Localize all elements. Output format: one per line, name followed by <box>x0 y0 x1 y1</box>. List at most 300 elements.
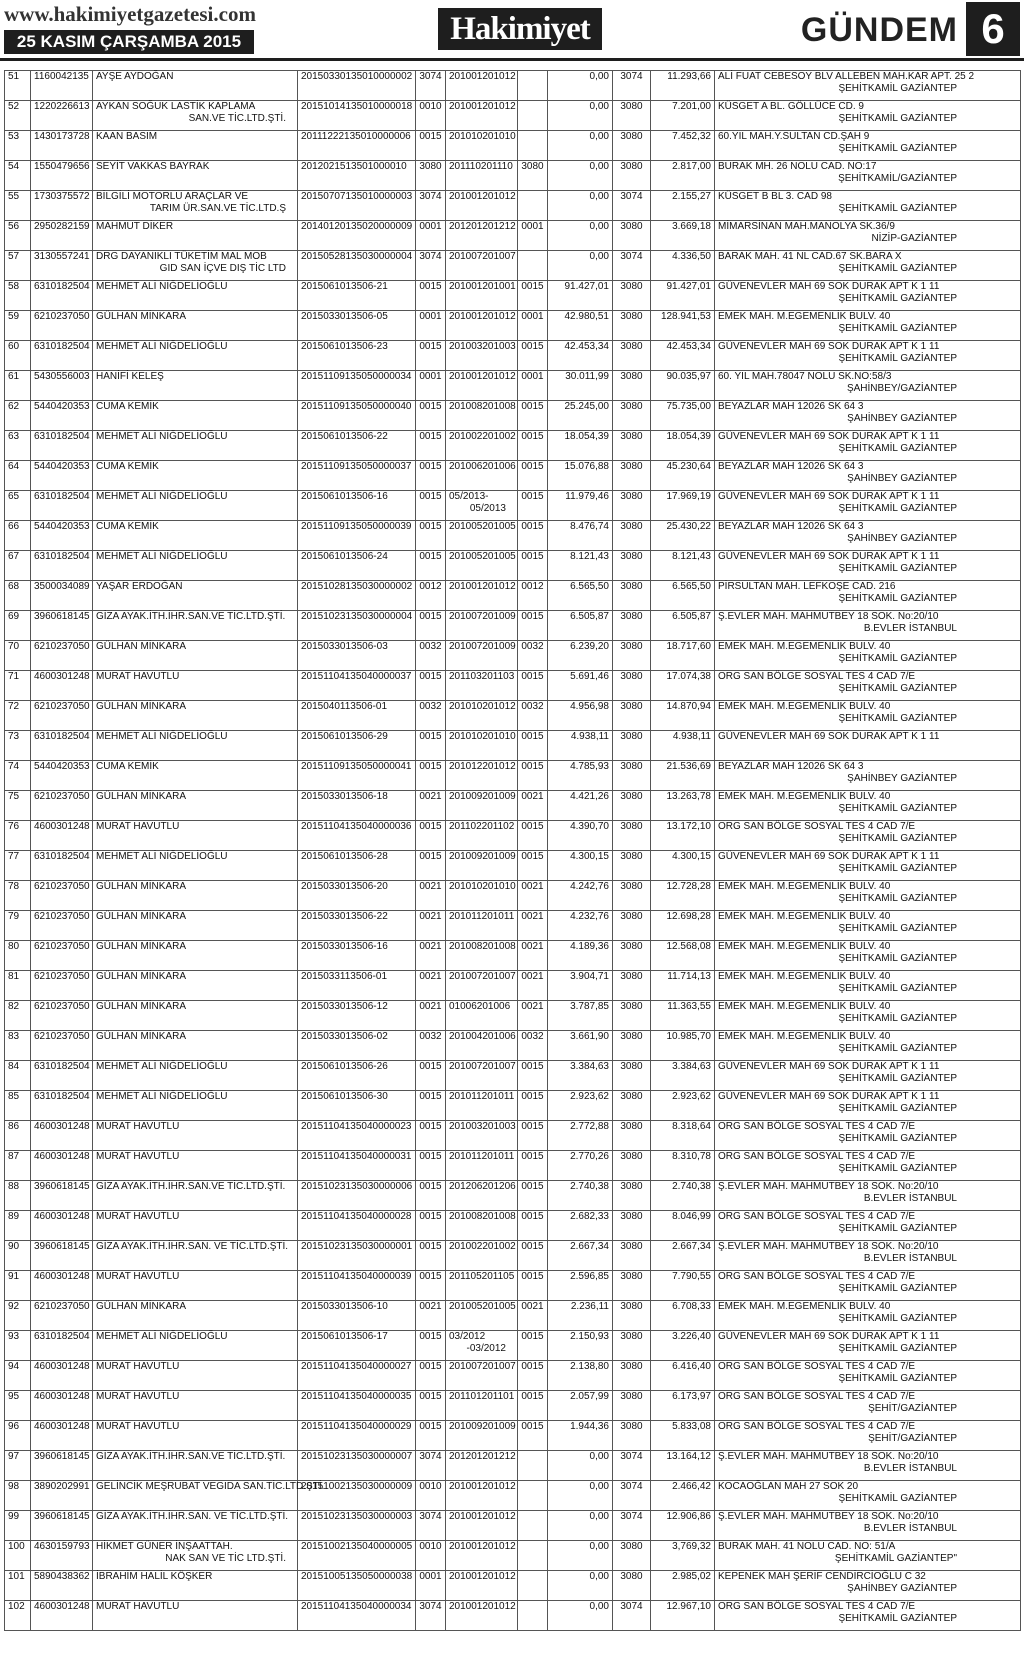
cell-tax-code-2 <box>518 131 548 161</box>
tax-code-2-text: 0015 <box>521 1241 544 1252</box>
tax-code-text: 0001 <box>419 1571 442 1582</box>
cell-address <box>715 791 1021 821</box>
address-text: 60.YIL MAH.Y.SULTAN CD.ŞAH 9 <box>718 131 870 142</box>
cell-total-amount <box>651 1031 715 1061</box>
tax-code-3-text: 3080 <box>620 431 643 442</box>
principal-amount-text: 11.979,46 <box>565 491 609 502</box>
taxpayer-name-text: MAHMUT DİKER <box>96 221 174 232</box>
cell-tax-code-2 <box>518 881 548 911</box>
tax-period-text: 01006201006 <box>449 1001 511 1012</box>
cell-tax-code <box>416 1091 446 1121</box>
total-amount-text: 2.667,34 <box>672 1241 711 1252</box>
taxpayer-name-text: MURAT HAVUTLU <box>96 1121 180 1132</box>
cell-principal-amount <box>548 341 613 371</box>
cell-tax-code-3 <box>613 491 651 521</box>
address-text: EMEK MAH. M.EGEMENLİK BULV. 40 <box>718 911 891 922</box>
cell-principal-amount <box>548 371 613 401</box>
table-row <box>5 821 1021 851</box>
tax-id-text: 6310182504 <box>34 1061 90 1072</box>
taxpayer-name-text: HANİFİ KELEŞ <box>96 371 164 382</box>
taxpayer-name-text: MURAT HAVUTLU <box>96 1151 180 1162</box>
tax-code-text: 0015 <box>419 611 442 622</box>
cell-tax-period <box>446 1211 518 1241</box>
document-number-text: 2015061013506-30 <box>301 1091 388 1102</box>
total-amount-text: 18.717,60 <box>666 641 711 652</box>
cell-tax-period <box>446 1541 518 1571</box>
total-amount-text: 6.565,50 <box>672 581 711 592</box>
cell-tax-code-3 <box>613 1271 651 1301</box>
tax-code-3-text: 3080 <box>620 971 643 982</box>
cell-tax-code <box>416 821 446 851</box>
cell-taxpayer-name <box>93 1301 298 1331</box>
cell-tax-id <box>31 1031 93 1061</box>
cell-tax-id <box>31 71 93 101</box>
cell-tax-id <box>31 1061 93 1091</box>
tax-period-text: 201007201007 <box>449 1061 516 1072</box>
table-row <box>5 1001 1021 1031</box>
cell-address <box>715 191 1021 221</box>
cell-tax-period <box>446 1451 518 1481</box>
tax-code-2-text: 0015 <box>521 281 544 292</box>
cell-taxpayer-name <box>93 821 298 851</box>
tax-code-3-text: 3074 <box>620 71 643 82</box>
tax-period-line2: 05/2013 <box>469 503 506 514</box>
row-number-text: 52 <box>8 101 20 112</box>
tax-code-text: 0015 <box>419 551 442 562</box>
cell-tax-code-2 <box>518 431 548 461</box>
cell-document-number <box>298 1421 416 1451</box>
total-amount-text: 2.985,02 <box>672 1571 711 1582</box>
tax-code-2-text: 0015 <box>521 1151 544 1162</box>
cell-tax-code-2 <box>518 911 548 941</box>
cell-tax-code-2 <box>518 101 548 131</box>
principal-amount-text: 2.770,26 <box>570 1151 609 1162</box>
cell-total-amount <box>651 371 715 401</box>
address-line2: ŞEHİT/GAZİANTEP <box>868 1403 957 1414</box>
cell-total-amount <box>651 1511 715 1541</box>
cell-row-number <box>5 311 31 341</box>
address-line2: ŞEHİTKAMİL GAZİANTEP <box>838 983 957 994</box>
row-number-text: 73 <box>8 731 20 742</box>
address-text: GÜVENEVLER MAH 69 SOK DURAK APT K 1 11 <box>718 341 940 352</box>
cell-document-number <box>298 71 416 101</box>
cell-total-amount <box>651 401 715 431</box>
cell-row-number <box>5 71 31 101</box>
tax-period-text: 201007201009 <box>449 641 516 652</box>
document-number-text: 2015061013506-23 <box>301 341 388 352</box>
row-number-text: 96 <box>8 1421 20 1432</box>
tax-code-text: 0010 <box>419 1541 442 1552</box>
tax-code-2-text: 0015 <box>521 851 544 862</box>
address-line2: ŞEHİTKAMİL GAZİANTEP <box>838 143 957 154</box>
cell-taxpayer-name <box>93 1601 298 1631</box>
total-amount-text: 2.923,62 <box>672 1091 711 1102</box>
cell-taxpayer-name <box>93 1421 298 1451</box>
cell-row-number <box>5 1571 31 1601</box>
row-number-text: 56 <box>8 221 20 232</box>
table-row <box>5 1061 1021 1091</box>
cell-tax-id <box>31 161 93 191</box>
cell-tax-period <box>446 551 518 581</box>
table-row <box>5 1451 1021 1481</box>
cell-taxpayer-name <box>93 941 298 971</box>
cell-tax-code-2 <box>518 1601 548 1631</box>
cell-document-number <box>298 491 416 521</box>
address-text: GÜVENEVLER MAH 69 SOK DURAK APT K 1 11 <box>718 431 940 442</box>
address-text: MİMARSİNAN MAH.MANOLYA SK.36/9 <box>718 221 895 232</box>
tax-code-2-text: 0001 <box>521 371 544 382</box>
tax-period-text: 201008201008 <box>449 941 516 952</box>
cell-row-number <box>5 1091 31 1121</box>
cell-document-number <box>298 221 416 251</box>
cell-address <box>715 1361 1021 1391</box>
cell-total-amount <box>651 1001 715 1031</box>
cell-tax-period <box>446 1061 518 1091</box>
tax-code-2-text: 0001 <box>521 221 544 232</box>
tax-code-text: 0015 <box>419 461 442 472</box>
cell-tax-period <box>446 1481 518 1511</box>
tax-period-text: 201206201206 <box>449 1181 516 1192</box>
address-line2: ŞEHİTKAMİL GAZİANTEP <box>838 803 957 814</box>
cell-tax-code-3 <box>613 1601 651 1631</box>
tax-code-text: 0015 <box>419 731 442 742</box>
tax-code-3-text: 3080 <box>620 521 643 532</box>
total-amount-text: 7.790,55 <box>672 1271 711 1282</box>
address-line2: ŞEHİTKAMİL GAZİANTEP <box>838 443 957 454</box>
row-number-text: 64 <box>8 461 20 472</box>
cell-tax-code-3 <box>613 1181 651 1211</box>
tax-id-text: 6210237050 <box>34 791 90 802</box>
cell-tax-code-3 <box>613 671 651 701</box>
tax-code-text: 0021 <box>419 1001 442 1012</box>
tax-period-text: 201011201011 <box>449 1151 515 1162</box>
cell-tax-code-3 <box>613 911 651 941</box>
cell-tax-code-3 <box>613 1391 651 1421</box>
principal-amount-text: 2.740,38 <box>570 1181 609 1192</box>
cell-document-number <box>298 161 416 191</box>
total-amount-text: 11.714,13 <box>667 971 711 982</box>
tax-code-3-text: 3080 <box>620 281 643 292</box>
total-amount-text: 4.938,11 <box>672 731 711 742</box>
address-line2: ŞAHİNBEY GAZİANTEP <box>847 533 957 544</box>
principal-amount-text: 6.565,50 <box>570 581 609 592</box>
tax-code-3-text: 3080 <box>620 1151 643 1162</box>
cell-tax-period <box>446 821 518 851</box>
tax-id-text: 6210237050 <box>34 1301 90 1312</box>
document-number-text: 2015040113506-01 <box>301 701 388 712</box>
cell-tax-code-3 <box>613 731 651 761</box>
tax-code-text: 0015 <box>419 491 442 502</box>
total-amount-text: 5.833,08 <box>672 1421 711 1432</box>
cell-address <box>715 941 1021 971</box>
tax-code-3-text: 3080 <box>620 311 643 322</box>
cell-principal-amount <box>548 1421 613 1451</box>
cell-tax-period <box>446 761 518 791</box>
tax-code-text: 0010 <box>419 101 442 112</box>
address-text: GÜVENEVLER MAH 69 SOK DURAK APT K 1 11 <box>718 731 940 742</box>
cell-taxpayer-name <box>93 1451 298 1481</box>
table-row <box>5 101 1021 131</box>
cell-tax-code-3 <box>613 251 651 281</box>
tax-code-2-text: 0001 <box>521 311 544 322</box>
cell-address <box>715 371 1021 401</box>
table-row <box>5 1031 1021 1061</box>
total-amount-text: 12.967,10 <box>666 1601 711 1612</box>
cell-document-number <box>298 311 416 341</box>
cell-row-number <box>5 101 31 131</box>
tax-code-3-text: 3080 <box>620 551 643 562</box>
address-line2: ŞEHİTKAMİL GAZİANTEP <box>838 593 957 604</box>
address-line2: ŞAHİNBEY GAZİANTEP <box>847 413 957 424</box>
tax-code-text: 0010 <box>419 1481 442 1492</box>
cell-document-number <box>298 521 416 551</box>
cell-total-amount <box>651 791 715 821</box>
cell-tax-period <box>446 1181 518 1211</box>
cell-row-number <box>5 491 31 521</box>
tax-code-text: 0015 <box>419 1151 442 1162</box>
cell-tax-code <box>416 761 446 791</box>
tax-period-text: 201003201003 <box>449 1121 516 1132</box>
cell-address <box>715 641 1021 671</box>
tax-period-text: 201004201006 <box>449 1031 516 1042</box>
cell-tax-code <box>416 1361 446 1391</box>
cell-tax-code <box>416 1061 446 1091</box>
cell-address <box>715 971 1021 1001</box>
document-number-text: 20151104135040000031 <box>301 1151 412 1162</box>
tax-id-text: 4600301248 <box>34 1271 90 1282</box>
total-amount-text: 17.074,38 <box>666 671 711 682</box>
cell-tax-code-3 <box>613 941 651 971</box>
cell-tax-code-2 <box>518 1421 548 1451</box>
address-text: GÜVENEVLER MAH 69 SOK DURAK APT K 1 11 <box>718 551 940 562</box>
cell-tax-period <box>446 461 518 491</box>
tax-period-text: 201008201008 <box>449 401 516 412</box>
document-number-text: 20151109135050000039 <box>301 521 412 532</box>
tax-code-2-text: 0015 <box>521 491 544 502</box>
address-text: BEYAZLAR MAH 12026 SK 64 3 <box>718 521 864 532</box>
address-text: EMEK MAH. M.EGEMENLİK BULV. 40 <box>718 941 891 952</box>
cell-address <box>715 101 1021 131</box>
document-number-text: 20151002135040000005 <box>301 1541 413 1552</box>
cell-total-amount <box>651 71 715 101</box>
address-text: BEYAZLAR MAH 12026 SK 64 3 <box>718 401 864 412</box>
taxpayer-name-line2: TARIM ÜR.SAN.VE TİC.LTD.Ş <box>149 203 286 214</box>
tax-id-text: 3130557241 <box>34 251 90 262</box>
address-line2: ŞEHİTKAMİL GAZİANTEP <box>838 293 957 304</box>
cell-row-number <box>5 431 31 461</box>
cell-tax-code <box>416 1181 446 1211</box>
tax-code-3-text: 3080 <box>620 461 643 472</box>
tax-id-text: 6210237050 <box>34 1031 90 1042</box>
cell-tax-code-2 <box>518 1451 548 1481</box>
tax-period-text: 201001201001 <box>449 281 516 292</box>
cell-document-number <box>298 1331 416 1361</box>
address-line2: ŞEHİTKAMİL GAZİANTEP <box>838 1343 957 1354</box>
cell-tax-period <box>446 1001 518 1031</box>
total-amount-text: 45.230,64 <box>666 461 711 472</box>
tax-code-3-text: 3080 <box>620 1001 643 1012</box>
taxpayer-name-text: CUMA KEMİK <box>96 761 159 772</box>
taxpayer-name-text: GİZA AYAK.İTH.İHR.SAN.VE TİC.LTD.ŞTİ. <box>96 1181 286 1192</box>
address-text: Ş.EVLER MAH. MAHMUTBEY 18 SOK. No:20/10 <box>718 1511 939 1522</box>
cell-address <box>715 1511 1021 1541</box>
cell-tax-code-3 <box>613 701 651 731</box>
tax-code-3-text: 3080 <box>620 1541 643 1552</box>
cell-tax-period <box>446 671 518 701</box>
total-amount-text: 7.452,32 <box>672 131 711 142</box>
tax-id-text: 4600301248 <box>34 1391 90 1402</box>
cell-row-number <box>5 851 31 881</box>
taxpayer-name-text: GÜLHAN MİNKARA <box>96 1301 187 1312</box>
row-number-text: 54 <box>8 161 20 172</box>
document-number-text: 20151104135040000039 <box>301 1271 412 1282</box>
tax-code-2-text: 0015 <box>521 1091 544 1102</box>
document-number-text: 20151104135040000035 <box>301 1391 412 1402</box>
tax-code-2-text: 0032 <box>521 1031 544 1042</box>
row-number-text: 88 <box>8 1181 20 1192</box>
address-text: EMEK MAH. M.EGEMENLİK BULV. 40 <box>718 881 891 892</box>
tax-period-text: 201101201101 <box>449 1391 515 1402</box>
cell-tax-code-3 <box>613 611 651 641</box>
table-row <box>5 971 1021 1001</box>
table-row <box>5 911 1021 941</box>
total-amount-text: 7.201,00 <box>672 101 711 112</box>
cell-principal-amount <box>548 1061 613 1091</box>
tax-code-2-text: 0015 <box>521 461 544 472</box>
principal-amount-text: 0,00 <box>589 1481 609 1492</box>
address-line2: B.EVLER İSTANBUL <box>863 1463 957 1474</box>
tax-code-3-text: 3080 <box>620 611 643 622</box>
cell-taxpayer-name <box>93 161 298 191</box>
cell-tax-id <box>31 1301 93 1331</box>
tax-code-text: 0032 <box>419 701 442 712</box>
cell-tax-code-3 <box>613 281 651 311</box>
total-amount-text: 12.698,28 <box>666 911 711 922</box>
tax-code-3-text: 3074 <box>620 1511 643 1522</box>
tax-code-2-text: 0015 <box>521 521 544 532</box>
total-amount-text: 12.568,08 <box>666 941 711 952</box>
issue-date: 25 KASIM ÇARŞAMBA 2015 <box>4 30 254 54</box>
tax-id-text: 4600301248 <box>34 1211 90 1222</box>
principal-amount-text: 0,00 <box>589 1571 609 1582</box>
row-number-text: 86 <box>8 1121 20 1132</box>
principal-amount-text: 8.476,74 <box>570 521 609 532</box>
tax-id-text: 6310182504 <box>34 491 90 502</box>
page-header <box>0 0 1024 62</box>
cell-address <box>715 341 1021 371</box>
tax-code-text: 3074 <box>419 251 442 262</box>
cell-row-number <box>5 1361 31 1391</box>
tax-code-text: 0015 <box>419 431 442 442</box>
row-number-text: 59 <box>8 311 20 322</box>
row-number-text: 80 <box>8 941 20 952</box>
cell-taxpayer-name <box>93 1121 298 1151</box>
cell-principal-amount <box>548 101 613 131</box>
row-number-text: 99 <box>8 1511 20 1522</box>
cell-total-amount <box>651 221 715 251</box>
row-number-text: 68 <box>8 581 20 592</box>
cell-principal-amount <box>548 1391 613 1421</box>
cell-address <box>715 1211 1021 1241</box>
cell-tax-code <box>416 881 446 911</box>
cell-tax-code <box>416 101 446 131</box>
tax-id-text: 5430556003 <box>34 371 90 382</box>
tax-code-3-text: 3080 <box>620 1121 643 1132</box>
tax-id-text: 6310182504 <box>34 281 90 292</box>
cell-principal-amount <box>548 161 613 191</box>
taxpayer-name-text: MURAT HAVUTLU <box>96 1271 180 1282</box>
address-line2: ŞEHİTKAMİL GAZİANTEP <box>838 1103 957 1114</box>
cell-principal-amount <box>548 761 613 791</box>
cell-address <box>715 1181 1021 1211</box>
cell-principal-amount <box>548 491 613 521</box>
tax-code-2-text: 0032 <box>521 701 544 712</box>
cell-total-amount <box>651 281 715 311</box>
section-title: GÜNDEM <box>800 11 958 49</box>
cell-tax-period <box>446 581 518 611</box>
cell-principal-amount <box>548 1181 613 1211</box>
document-number-text: 2015061013506-16 <box>301 491 388 502</box>
cell-taxpayer-name <box>93 521 298 551</box>
tax-code-text: 0021 <box>419 971 442 982</box>
cell-tax-period <box>446 191 518 221</box>
cell-total-amount <box>651 341 715 371</box>
cell-tax-code <box>416 701 446 731</box>
cell-tax-code-3 <box>613 311 651 341</box>
cell-row-number <box>5 941 31 971</box>
cell-document-number <box>298 1061 416 1091</box>
tax-code-text: 0015 <box>419 1211 442 1222</box>
cell-total-amount <box>651 1421 715 1451</box>
cell-address <box>715 1391 1021 1421</box>
row-number-text: 58 <box>8 281 20 292</box>
cell-taxpayer-name <box>93 1211 298 1241</box>
cell-principal-amount <box>548 1091 613 1121</box>
table-row <box>5 1601 1021 1631</box>
cell-tax-code <box>416 161 446 191</box>
cell-tax-code-3 <box>613 1301 651 1331</box>
cell-principal-amount <box>548 221 613 251</box>
principal-amount-text: 2.150,93 <box>570 1331 609 1342</box>
tax-code-2-text: 0015 <box>521 341 544 352</box>
cell-tax-code-3 <box>613 431 651 461</box>
cell-total-amount <box>651 1331 715 1361</box>
cell-row-number <box>5 1061 31 1091</box>
tax-id-text: 5440420353 <box>34 761 90 772</box>
cell-total-amount <box>651 161 715 191</box>
cell-row-number <box>5 341 31 371</box>
principal-amount-text: 0,00 <box>589 221 609 232</box>
row-number-text: 89 <box>8 1211 20 1222</box>
cell-address <box>715 131 1021 161</box>
taxpayer-name-text: DRG DAYANIKLI TÜKETİM MAL MOB <box>96 251 267 262</box>
principal-amount-text: 15.076,88 <box>564 461 609 472</box>
principal-amount-text: 8.121,43 <box>570 551 609 562</box>
cell-tax-code-2 <box>518 761 548 791</box>
cell-tax-code-2 <box>518 581 548 611</box>
cell-taxpayer-name <box>93 611 298 641</box>
address-line2: ŞEHİTKAMİL GAZİANTEP <box>838 1013 957 1024</box>
principal-amount-text: 3.661,90 <box>570 1031 609 1042</box>
cell-address <box>715 221 1021 251</box>
taxpayer-name-text: GİZA AYAK.İTH.İHR.SAN. VE TİC.LTD.ŞTİ. <box>96 1511 289 1522</box>
cell-taxpayer-name <box>93 761 298 791</box>
address-line2: B.EVLER İSTANBUL <box>863 1193 957 1204</box>
cell-document-number <box>298 851 416 881</box>
principal-amount-text: 0,00 <box>589 161 609 172</box>
cell-row-number <box>5 281 31 311</box>
tax-code-3-text: 3080 <box>620 761 643 772</box>
